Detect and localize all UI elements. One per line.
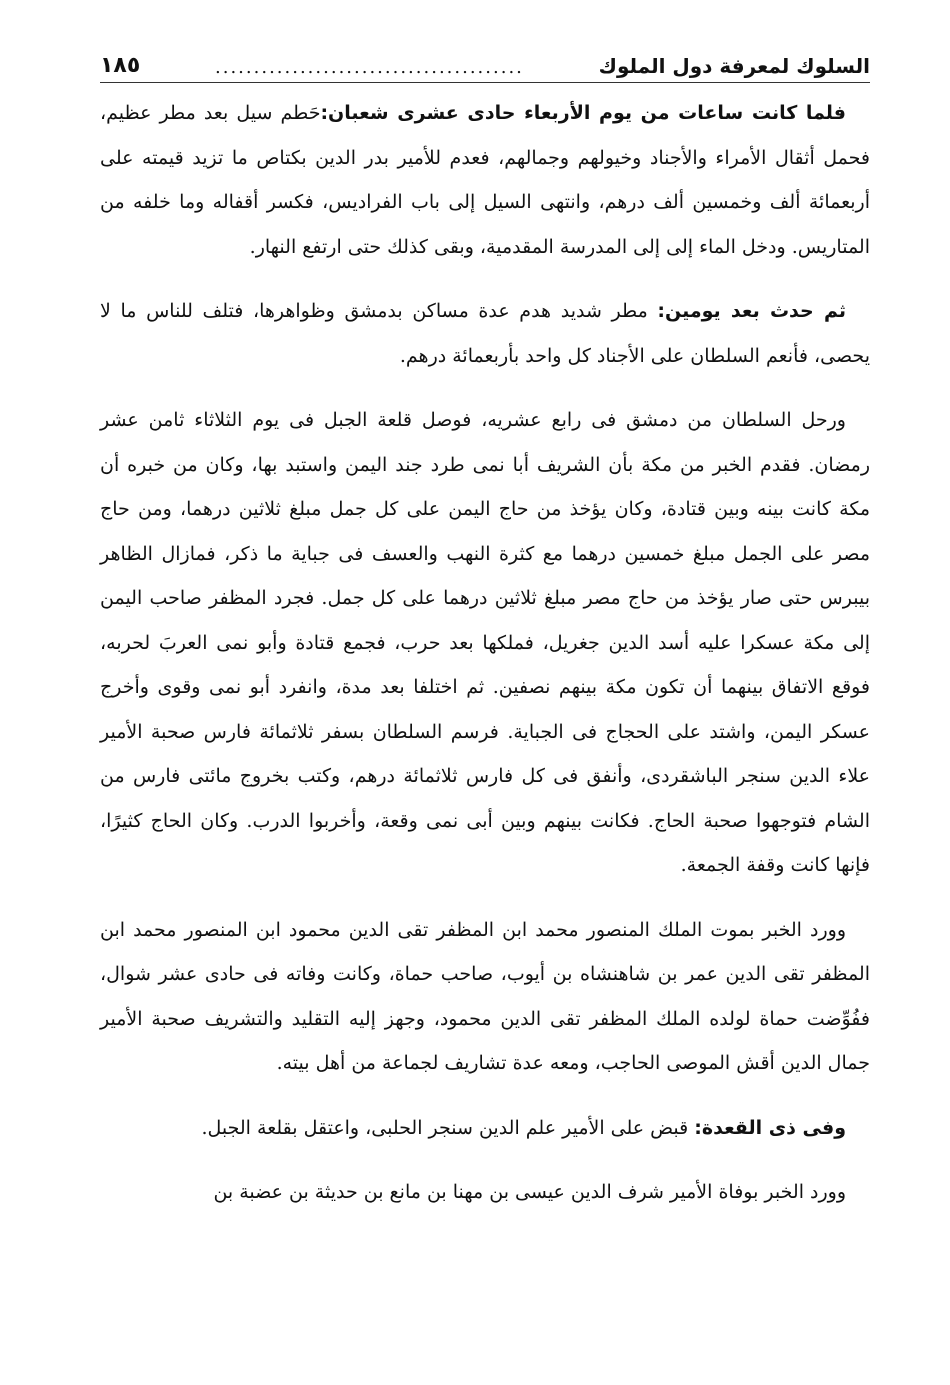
paragraph-1-text: حَطم سيل بعد مطر عظيم، فحمل أثقال الأمراء والأجناد وخيولهم وجمالهم، فعدم للأمير بدر الدين بكتاص ما تزيد قيمته على أربعمائة ألف وخمسين ألف درهم، وانتهى السيل إلى باب الفراديس، فكسر أقفاله وما خلفه من المتاريس. ودخل الماء إلى إلى المدرسة المقدمية، وبقى كذلك حتى ارتفع النهار. xyxy=(100,102,870,258)
paragraph-4-text: وورد الخبر بموت الملك المنصور محمد ابن المظفر تقى الدين محمود ابن المنصور محمد ابن المظفر تقى الدين عمر بن شاهنشاه بن أيوب، صاحب حماة، وكانت وفاته فى حادى عشر شوال، ففُوِّضت حماة لولده الملك المظفر تقى الدين محمود، وجهز إليه التقليد والتشريف صحبة الأمير جمال الدين أقش الموصى الحاجب، ومعه عدة تشاريف لجماعة من أهل بيته. xyxy=(100,918,870,1074)
dot-leader: ........................................ xyxy=(215,57,524,78)
paragraph-3-text: ورحل السلطان من دمشق فى رابع عشريه، فوصل قلعة الجبل فى يوم الثلاثاء ثامن عشر رمضان. فقدم الخبر من مكة بأن الشريف أبا نمى طرد جند اليمن واستبد بها، وكان من خبره أن مكة كانت بينه وبين قتادة، وكان يؤخذ من حاج اليمن على كل جمل مبلغ ثلاثين درهما، ومن حاج مصر على الجمل مبلغ خمسين درهما مع كثرة النهب والعسف فى جباية ما ذكر، فمازال الظاهر بيبرس حتى صار يؤخذ من حاج مصر مبلغ ثلاثين درهما على كل جمل. فجرد المظفر صاحب اليمن إلى مكة عسكرا عليه أسد الدين جغريل، فملكها بعد حرب، فجمع قتادة وأبو نمى العربَ لحربه، فوقع الاتفاق بينهما أن تكون مكة بينهم نصفين. ثم اختلفا بعد مدة، وانفرد أبو نمى وقوى وأخرج عسكر اليمن، واشتد على الحجاج فى الجباية. فرسم السلطان بسفر ثلاثمائة فارس صحبة الأمير علاء الدين سنجر الباشقردى، وأنفق فى كل فارس ثلاثمائة درهم، وكتب بخروج مائتى فارس من الشام فتوجهوا صحبة الحاج. فكانت بينهم وبين أبى نمى وقعة، وأخربوا الدرب. وكان الحاج كثيرًا، فإنها كانت وقفة الجمعة. xyxy=(100,409,870,876)
paragraph-5 xyxy=(100,1106,870,1151)
paragraph-5-text: قبض على الأمير علم الدين سنجر الحلبى، واعتقل بقلعة الجبل. xyxy=(201,1116,689,1139)
paragraph-2-lead: ثم حدث بعد يومين: xyxy=(657,300,846,322)
book-title: السلوك لمعرفة دول الملوك xyxy=(598,54,870,78)
page-number: ١٨٥ xyxy=(100,53,141,78)
paragraph-1 xyxy=(100,91,870,269)
running-header xyxy=(100,36,870,83)
book-page xyxy=(100,36,870,1365)
paragraph-5-lead: وفى ذى القعدة: xyxy=(694,1116,846,1139)
paragraph-2 xyxy=(100,289,870,378)
paragraph-6-text: وورد الخبر بوفاة الأمير شرف الدين عيسى بن مهنا بن مانع بن حديثة بن عضبة بن xyxy=(213,1181,846,1203)
paragraph-6 xyxy=(100,1170,870,1215)
paragraph-1-lead: فلما كانت ساعات من يوم الأربعاء حادى عشرى شعبان: xyxy=(320,102,846,124)
paragraph-3 xyxy=(100,398,870,888)
paragraph-4 xyxy=(100,908,870,1086)
paragraph-2-text: مطر شديد هدم عدة مساكن بدمشق وظواهرها، فتلف للناس ما لا يحصى، فأنعم السلطان على الأجناد كل واحد بأربعمائة درهم. xyxy=(100,300,870,367)
